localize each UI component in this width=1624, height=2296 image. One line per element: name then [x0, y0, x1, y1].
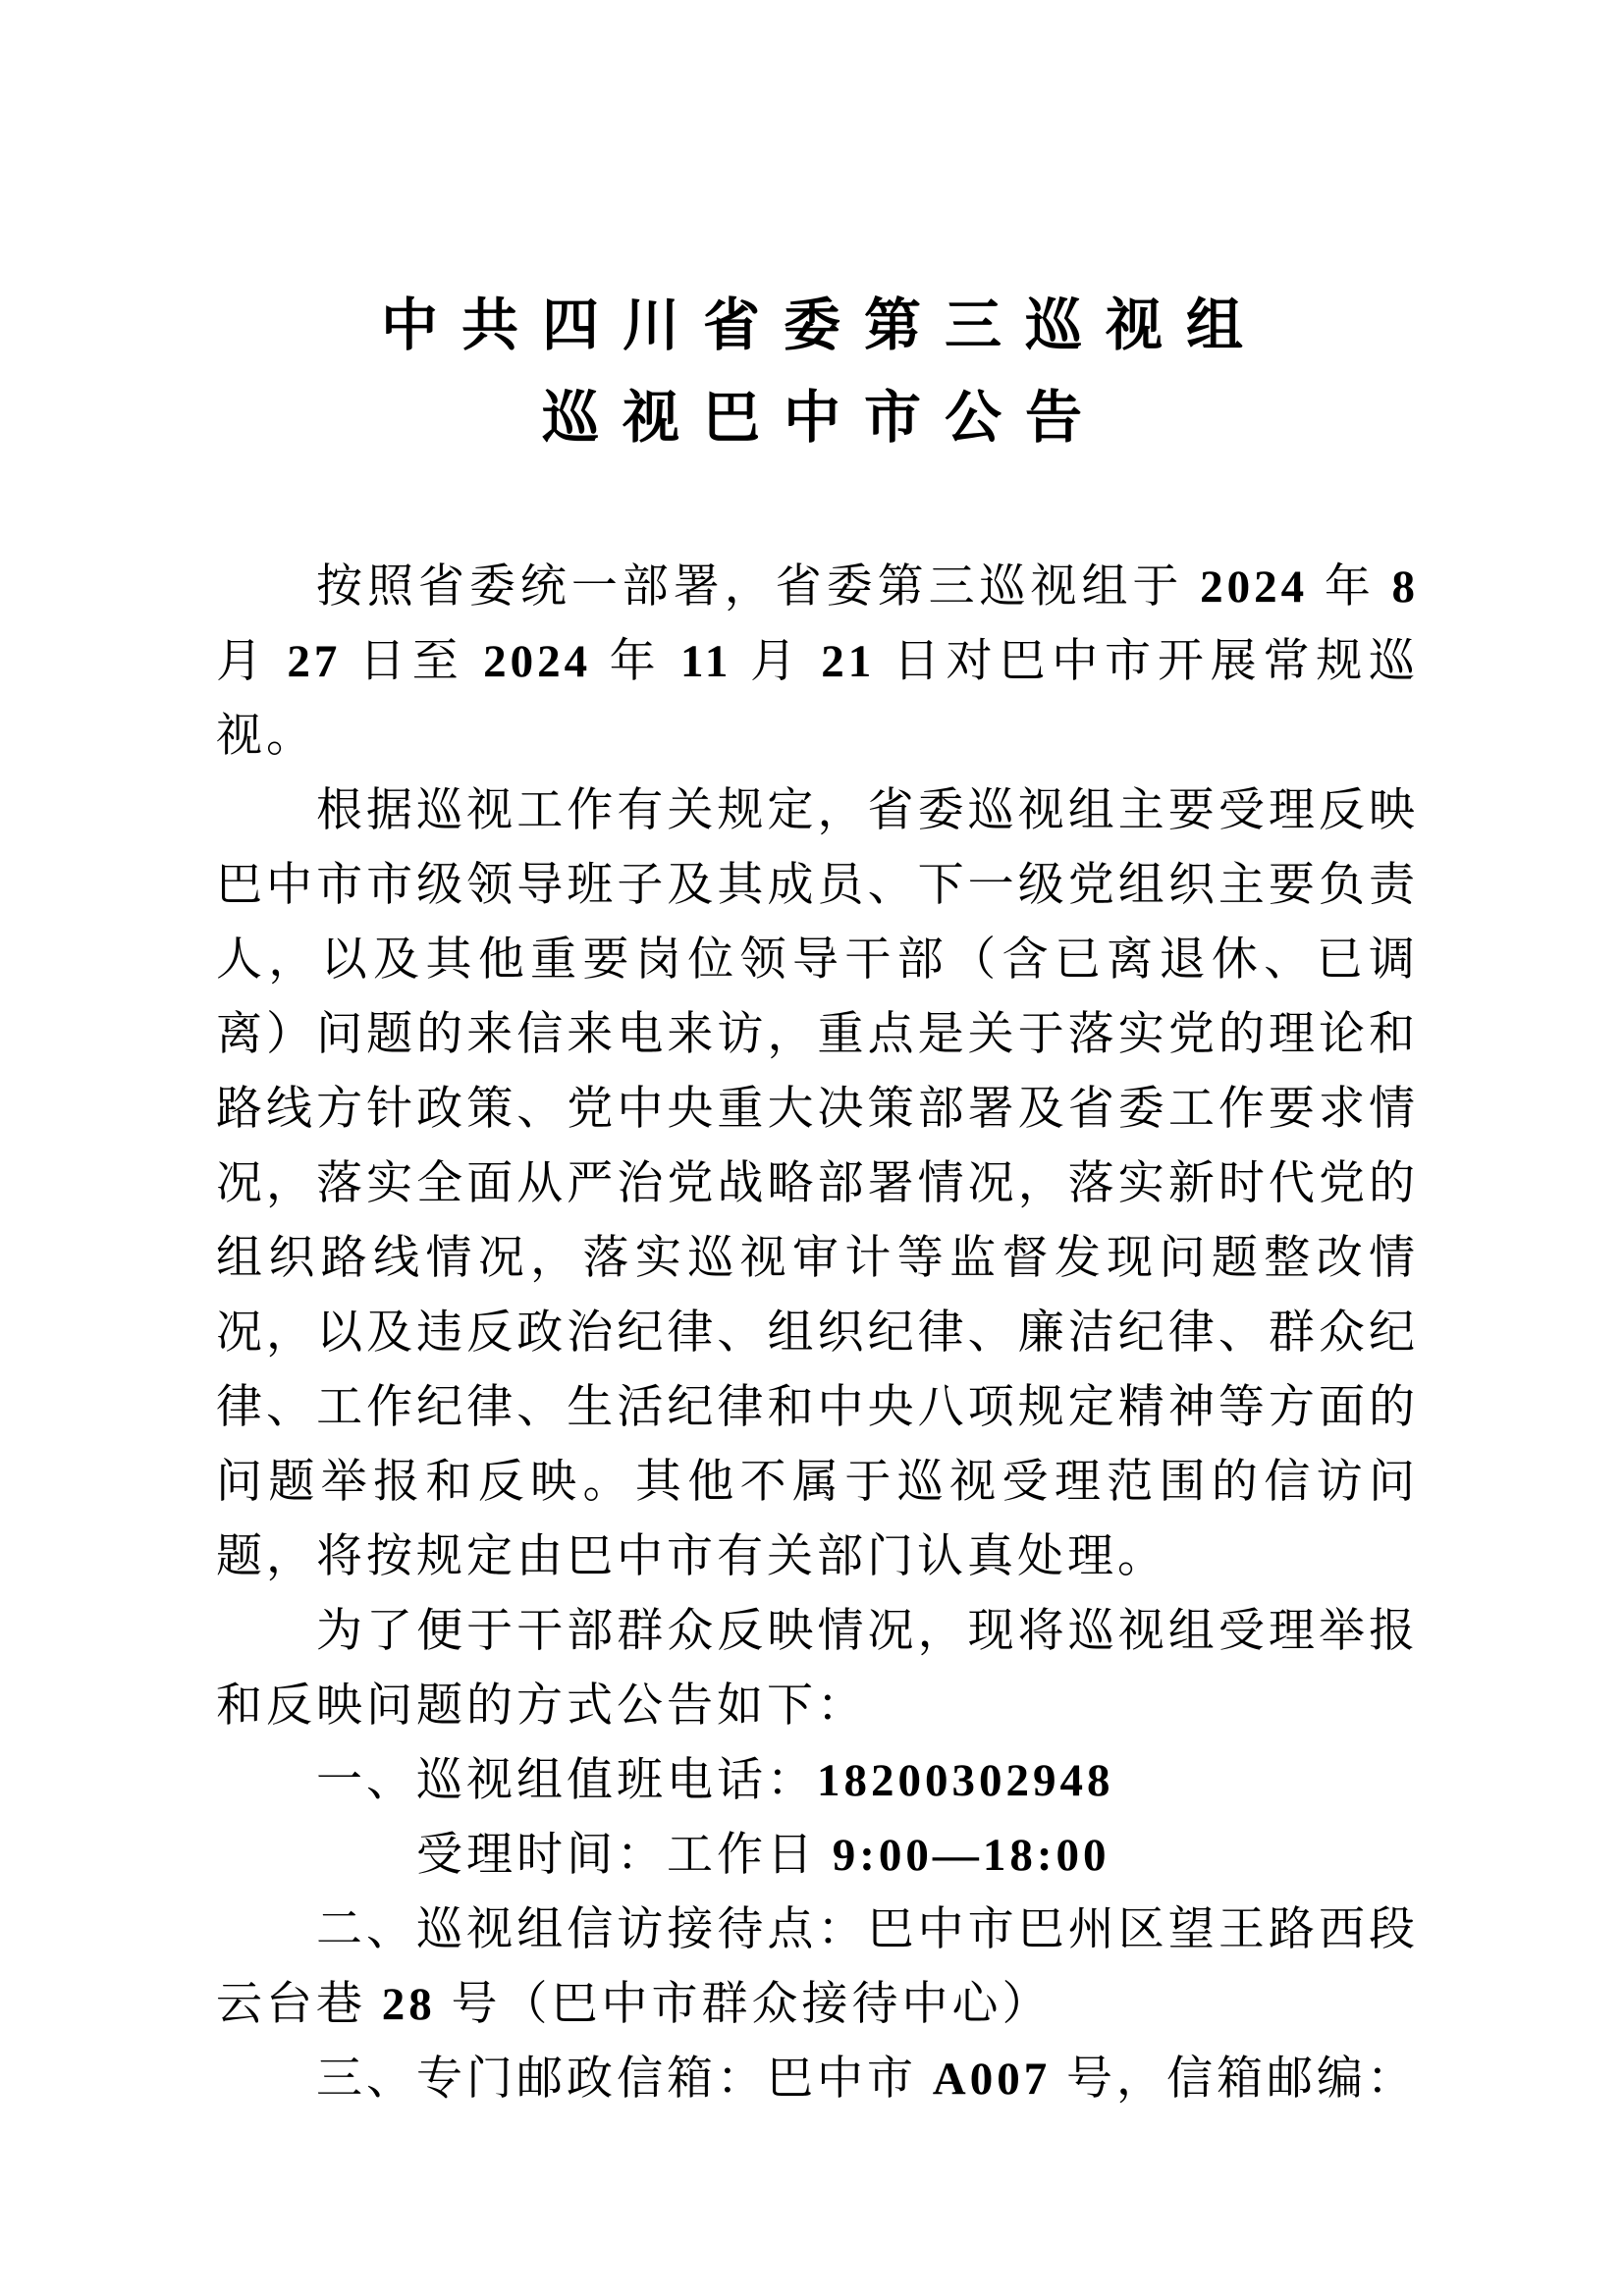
- text-segment: 三、专门邮政信箱：巴中市: [316, 2054, 933, 2105]
- text-segment: 一、巡视组值班电话：: [316, 1755, 817, 1806]
- text-segment: 年: [1308, 561, 1392, 613]
- text-segment: 按照省委统一部署，省委第三巡视组于: [316, 561, 1201, 613]
- text-segment: 根据巡视工作有关规定，省委巡视组主要受理反映巴中市市级领导班子及其成员、下一级党组织主要负责人，以及其他重要岗位领导干部（含已离退休、已调离）问题的来信来电来访，重点是关于落实党的理论和路线方针政策、党中央重大决策部署及省委工作要求情况，落实全面从严治党战略部署情况，落实新时代党的组织路线情况，落实巡视审计等监督发现问题整改情况，以及违反政治纪律、组织纪律、廉洁纪律、群众纪律、工作纪律、生活纪律和中央八项规定精神等方面的问题举报和反映。其他不属于巡视受理范围的信访问题，将按规定由巴中市有关部门认真处理。: [216, 785, 1419, 1582]
- item-2-reception: [216, 1893, 1419, 2042]
- bold-number-segment: 8: [1391, 561, 1420, 613]
- text-segment: 号，信箱邮编：: [1051, 2054, 1417, 2105]
- bold-number-segment: 11: [679, 636, 732, 687]
- para-intro-methods: [216, 1594, 1419, 1743]
- text-segment: 日对巴中市开展常规巡视。: [216, 636, 1420, 762]
- bold-number-segment: 2024: [1200, 561, 1309, 613]
- text-segment: 号（巴中市群众接待中心）: [435, 1979, 1053, 2030]
- text-segment: 月: [216, 636, 288, 687]
- para-schedule: [216, 550, 1419, 774]
- text-segment: 受理时间：工作日: [416, 1830, 833, 1881]
- bold-number-segment: 18200302948: [817, 1755, 1114, 1806]
- text-segment: 为了便于干部群众反映情况，现将巡视组受理举报和反映问题的方式公告如下：: [216, 1606, 1419, 1732]
- text-segment: 月: [731, 636, 822, 687]
- bold-number-segment: 27: [287, 636, 342, 687]
- bold-number-segment: A007: [932, 2054, 1052, 2105]
- bold-number-segment: 9:00—18:00: [832, 1830, 1110, 1881]
- paragraph-list: [216, 550, 1419, 2116]
- text-segment: 年: [591, 636, 680, 687]
- item-3-mailbox: [216, 2042, 1419, 2116]
- item-1-phone: [216, 1743, 1419, 1818]
- title-line-2: 巡视巴中市公告: [541, 386, 1106, 450]
- title-line-1: 中共四川省委第三巡视组: [380, 294, 1267, 357]
- document-title: [0, 0, 1624, 464]
- para-scope: [216, 774, 1419, 1594]
- bold-number-segment: 21: [821, 636, 876, 687]
- text-segment: 日至: [341, 636, 484, 687]
- text-segment: 二、巡视组信访接待点：巴中市巴州区望王路西段云台巷: [216, 1904, 1419, 2030]
- item-1-hours: [216, 1818, 1419, 1893]
- bold-number-segment: 2024: [483, 636, 592, 687]
- bold-number-segment: 28: [381, 1979, 436, 2030]
